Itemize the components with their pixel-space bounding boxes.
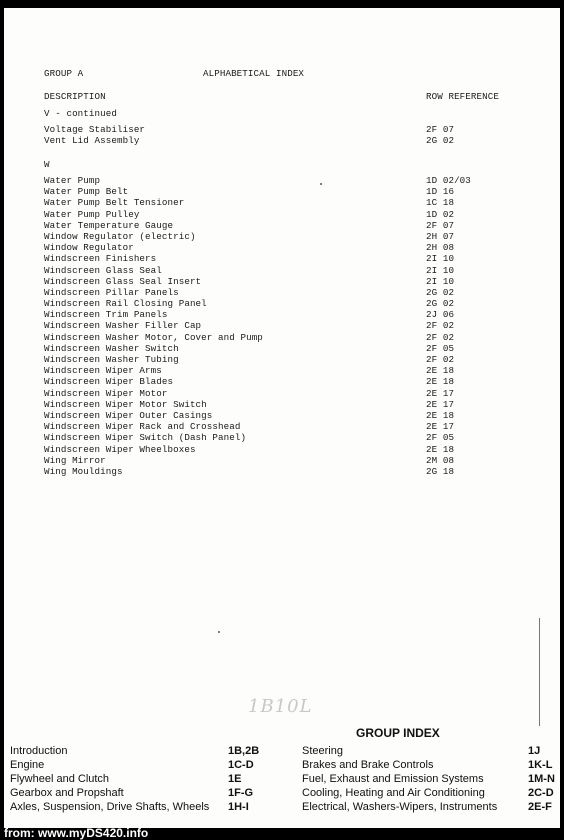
group-index-code: 2C-D: [528, 787, 554, 799]
group-index-code: 1H-I: [228, 801, 249, 813]
index-row: [4, 343, 560, 354]
group-index-label: Axles, Suspension, Drive Shafts, Wheels: [10, 801, 210, 813]
group-index-code: 1F-G: [228, 787, 254, 799]
group-index-code: 1B,2B: [228, 745, 260, 757]
index-row-reference: 1D 16: [426, 186, 455, 198]
group-index-code: 1J: [528, 745, 541, 757]
index-row: [4, 186, 560, 197]
index-description: Windscreen Wiper Blades: [44, 376, 174, 388]
group-index-row: [10, 772, 270, 786]
index-row: [4, 197, 560, 208]
index-description: Water Temperature Gauge: [44, 219, 174, 231]
index-description: Windscreen Pillar Panels: [44, 286, 179, 298]
index-row-reference: 2E 18: [426, 376, 455, 388]
source-footer: from: www.myDS420.info: [4, 826, 149, 840]
group-index-row: [302, 800, 560, 814]
index-row-reference: 2G 02: [426, 135, 455, 147]
index-row-reference: 2E 17: [426, 398, 455, 410]
index-row: [4, 332, 560, 343]
handwritten-note: 1B10L: [248, 696, 313, 717]
index-row: [4, 365, 560, 376]
group-index-row: [302, 744, 560, 758]
index-description: Windscreen Wiper Arms: [44, 365, 162, 377]
group-index-row: [302, 772, 560, 786]
index-description: Windscreen Glass Seal Insert: [44, 275, 202, 287]
group-index-row: [302, 786, 560, 800]
index-row-reference: 2F 07: [426, 124, 455, 135]
index-row: [4, 135, 560, 146]
group-index-code: 1C-D: [228, 759, 254, 771]
index-row: [4, 399, 560, 410]
index-description: Water Pump: [44, 175, 101, 186]
index-row-reference: 2H 07: [426, 230, 455, 242]
index-description: Wing Mouldings: [44, 465, 123, 477]
index-row: [4, 354, 560, 365]
section-letter-w: W: [44, 159, 50, 170]
index-row: [4, 388, 560, 399]
index-description: Windscreen Wiper Outer Casings: [44, 409, 213, 421]
index-row-reference: 2I 10: [426, 264, 455, 276]
index-row-reference: 2E 17: [426, 421, 455, 433]
index-description: Windscreen Rail Closing Panel: [44, 298, 207, 310]
group-index-left-column: [10, 744, 270, 814]
group-index-code: 1K-L: [528, 759, 553, 771]
index-description: Window Regulator (electric): [44, 230, 196, 242]
continued-label: V - continued: [44, 108, 117, 119]
group-index-title: GROUP INDEX: [356, 726, 440, 740]
index-description: Water Pump Belt Tensioner: [44, 197, 185, 209]
index-row-reference: 2F 02: [426, 331, 455, 343]
group-index-row: [302, 758, 560, 772]
index-row: [4, 209, 560, 220]
index-row-reference: 2H 08: [426, 242, 455, 254]
group-index-label: Engine: [10, 759, 45, 771]
group-label: GROUP A: [44, 68, 84, 79]
group-index-row: [10, 786, 270, 800]
index-description: Water Pump Pulley: [44, 208, 140, 220]
index-description: Windscreen Wiper Rack and Crosshead: [44, 421, 241, 433]
index-description: Windscreen Trim Panels: [44, 309, 168, 321]
index-row: [4, 466, 560, 477]
index-row: [4, 124, 560, 135]
group-index-label: Flywheel and Clutch: [10, 773, 110, 785]
index-row-reference: 2I 10: [426, 253, 455, 265]
section-v-list: [4, 124, 560, 146]
index-description: Wing Mirror: [44, 454, 106, 466]
group-index-right-column: [302, 744, 560, 814]
index-row-reference: 2E 18: [426, 443, 455, 455]
group-index-row: [10, 744, 270, 758]
page-title: ALPHABETICAL INDEX: [203, 68, 305, 79]
margin-rule: [539, 618, 540, 726]
index-row: [4, 220, 560, 231]
index-description: Windscreen Finishers: [44, 253, 157, 265]
index-row-reference: 2I 10: [426, 275, 455, 287]
group-index-code: 2E-F: [528, 801, 552, 813]
index-row-reference: 1C 18: [426, 197, 455, 209]
index-row-reference: 2F 02: [426, 354, 455, 365]
index-row-reference: 2F 02: [426, 320, 455, 332]
index-description: Windscreen Wiper Wheelboxes: [44, 443, 196, 455]
index-row-reference: 2F 07: [426, 219, 455, 231]
index-row-reference: 2J 06: [426, 309, 455, 321]
index-row: [4, 309, 560, 320]
speck: [218, 631, 220, 633]
index-row: [4, 376, 560, 387]
index-description: Windscreen Washer Tubing: [44, 354, 179, 365]
index-description: Windscreen Glass Seal: [44, 264, 162, 276]
group-index-row: [10, 800, 270, 814]
index-row-reference: 2F 05: [426, 432, 455, 444]
group-index-label: Brakes and Brake Controls: [302, 759, 434, 771]
index-row-reference: 2G 18: [426, 465, 455, 477]
index-description: Vent Lid Assembly: [44, 135, 140, 147]
index-row: [4, 265, 560, 276]
index-row: [4, 455, 560, 466]
group-index-label: Introduction: [10, 745, 68, 757]
index-description: Window Regulator: [44, 242, 134, 254]
index-description: Windscreen Washer Motor, Cover and Pump: [44, 331, 263, 343]
index-row: [4, 320, 560, 331]
index-row: [4, 298, 560, 309]
index-row: [4, 242, 560, 253]
index-row-reference: 2E 18: [426, 409, 455, 421]
group-index-label: Steering: [302, 745, 343, 757]
index-description: Windscreen Wiper Switch (Dash Panel): [44, 432, 247, 444]
index-row-reference: 1D 02/03: [426, 175, 471, 186]
group-index-code: 1M-N: [528, 773, 555, 785]
index-row: [4, 276, 560, 287]
index-row-reference: 1D 02: [426, 208, 455, 220]
index-description: Windscreen Wiper Motor Switch: [44, 398, 207, 410]
row-reference-column-header: ROW REFERENCE: [426, 91, 499, 102]
index-row-reference: 2E 17: [426, 387, 455, 399]
section-w-list: [4, 175, 560, 477]
group-index-label: Cooling, Heating and Air Conditioning: [302, 787, 485, 799]
index-row-reference: 2E 18: [426, 365, 455, 377]
index-row: [4, 231, 560, 242]
group-index-row: [10, 758, 270, 772]
index-row-reference: 2G 02: [426, 298, 455, 310]
index-row: [4, 421, 560, 432]
group-index-code: 1E: [228, 773, 242, 785]
group-index-label: Gearbox and Propshaft: [10, 787, 124, 799]
index-page: [4, 8, 560, 828]
index-row: [4, 287, 560, 298]
description-column-header: DESCRIPTION: [44, 91, 106, 102]
index-row-reference: 2M 08: [426, 454, 455, 466]
index-row-reference: 2G 02: [426, 286, 455, 298]
group-index-label: Fuel, Exhaust and Emission Systems: [302, 773, 484, 785]
index-description: Windscreen Wiper Motor: [44, 387, 168, 399]
index-row-reference: 2F 05: [426, 342, 455, 354]
index-description: Voltage Stabiliser: [44, 124, 146, 135]
index-description: Water Pump Belt: [44, 186, 129, 198]
index-row: [4, 253, 560, 264]
index-row: [4, 444, 560, 455]
index-row: [4, 432, 560, 443]
group-index-label: Electrical, Washers-Wipers, Instruments: [302, 801, 498, 813]
index-row: [4, 175, 560, 186]
index-row: [4, 410, 560, 421]
index-description: Windscreen Washer Filler Cap: [44, 320, 202, 332]
index-description: Windscreen Washer Switch: [44, 342, 179, 354]
speck: [320, 183, 322, 185]
